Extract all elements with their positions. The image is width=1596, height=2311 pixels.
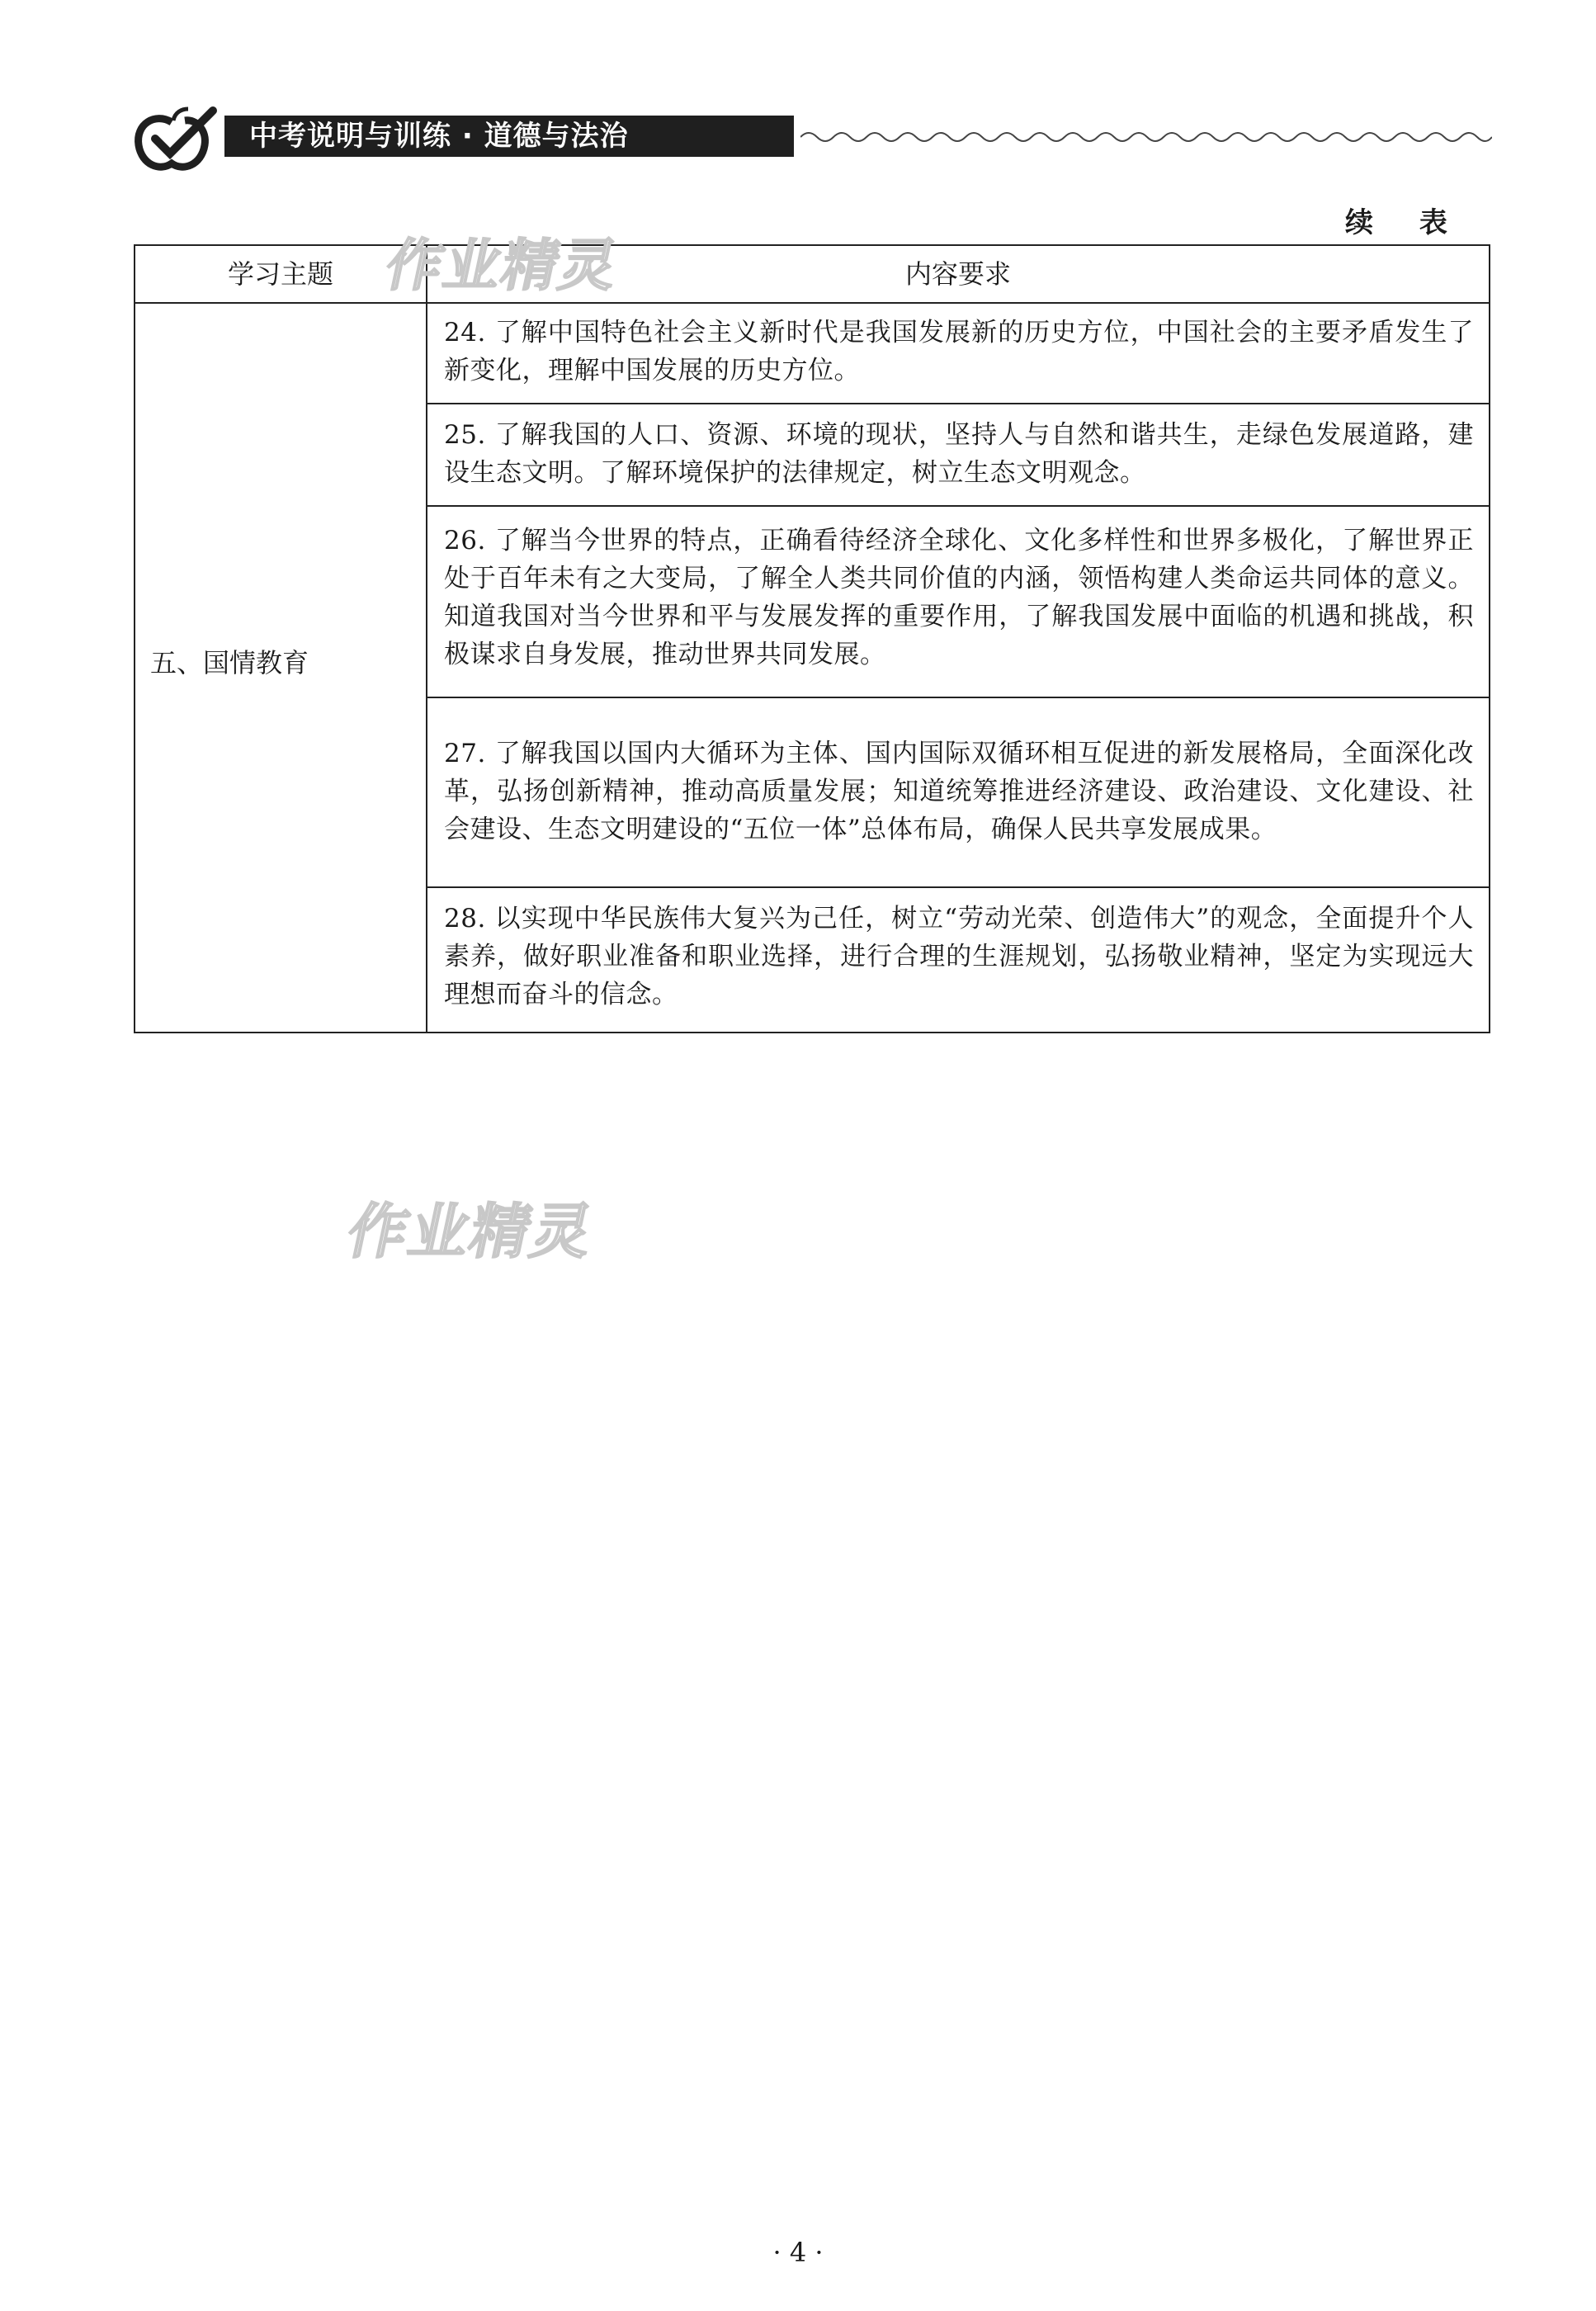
row-divider	[426, 886, 1489, 888]
table-row: 24. 了解中国特色社会主义新时代是我国发展新的历史方位，中国社会的主要矛盾发生了新变化，理解中国发展的历史方位。	[444, 318, 1474, 385]
continued-label: 续 表	[1345, 206, 1466, 239]
page-header	[130, 106, 1492, 172]
watermark: 作业精灵	[380, 234, 626, 299]
table-row: 27. 了解我国以国内大循环为主体、国内国际双循环相互促进的新发展格局，全面深化改革，弘扬创新精神，推动高质量发展；知道统筹推进经济建设、政治建设、文化建设、社会建设、生态文明建设的“五位一体”总体布局，确保人民共享发展成果。	[444, 739, 1474, 844]
column-divider	[426, 246, 427, 1032]
table-row: 28. 以实现中华民族伟大复兴为己任，树立“劳动光荣、创造伟大”的观念，全面提升个人素养，做好职业准备和职业选择，进行合理的生涯规划，弘扬敬业精神，坚定为实现远大理想而奋斗的信念。	[444, 904, 1474, 1009]
header-divider	[135, 302, 1489, 304]
header-wave-decoration	[800, 127, 1492, 147]
column-header-content: 内容要求	[904, 258, 1011, 290]
apple-check-icon	[130, 106, 220, 172]
header-title: 中考说明与训练 · 道德与法治	[224, 116, 794, 157]
content-table	[134, 244, 1490, 1033]
row-divider	[426, 403, 1489, 404]
topic-cell: 五、国情教育	[150, 647, 309, 678]
row-divider	[426, 697, 1489, 698]
table-row: 26. 了解当今世界的特点，正确看待经济全球化、文化多样性和世界多极化，了解世界正处于百年未有之大变局，了解全人类共同价值的内涵，领悟构建人类命运共同体的意义。知道我国对当今世界和平与发展发挥的重要作用，了解我国发展中面临的机遇和挑战，积极谋求自身发展，推动世界共同发展。	[444, 526, 1474, 669]
watermark: 作业精灵	[341, 1197, 601, 1266]
page-number: · 4 ·	[772, 2237, 824, 2268]
column-header-topic: 学习主题	[227, 258, 333, 290]
row-divider	[426, 505, 1489, 507]
table-row: 25. 了解我国的人口、资源、环境的现状，坚持人与自然和谐共生，走绿色发展道路，建设生态文明。了解环境保护的法律规定，树立生态文明观念。	[444, 420, 1474, 488]
